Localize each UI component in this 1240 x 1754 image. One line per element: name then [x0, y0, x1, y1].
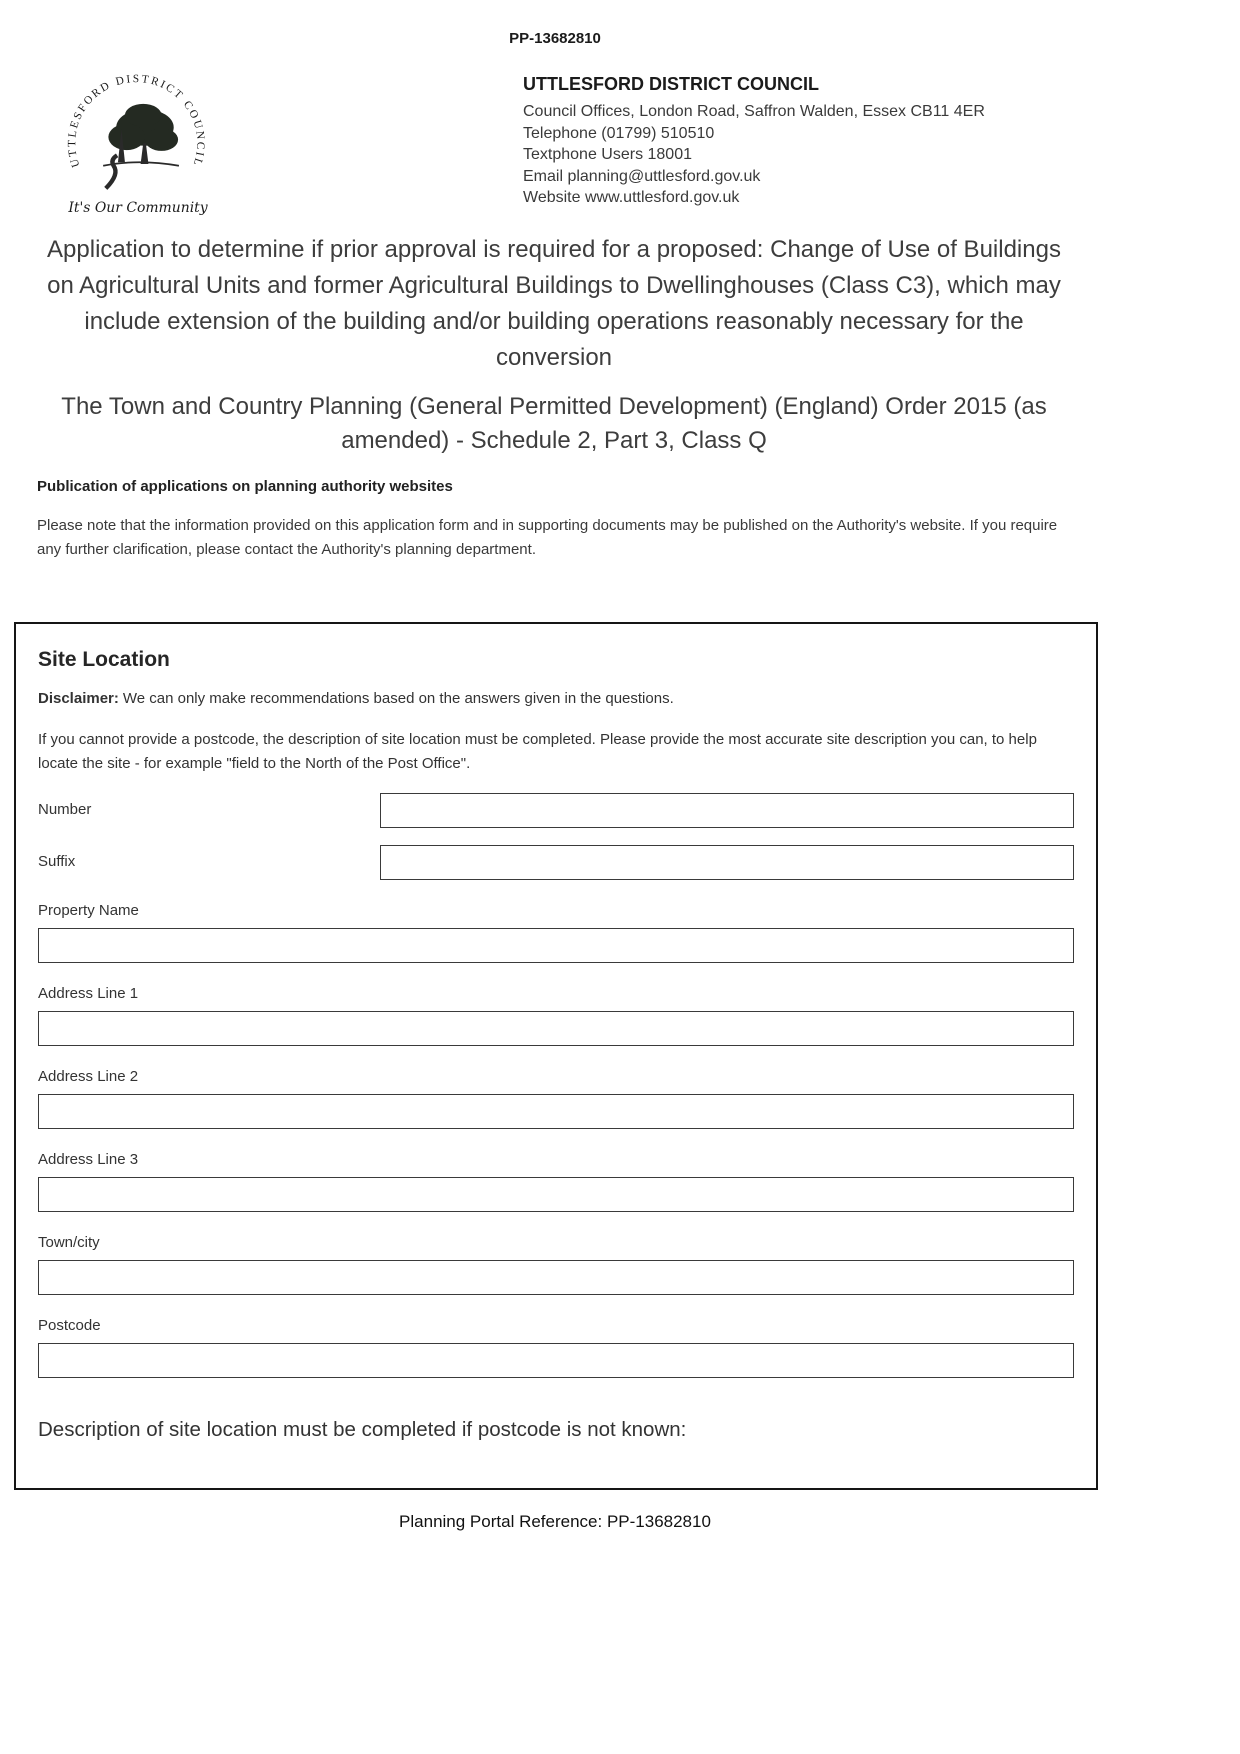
road-icon — [103, 155, 179, 188]
application-reference: PP-13682810 — [509, 30, 601, 47]
suffix-input[interactable] — [380, 845, 1074, 880]
council-name: UTTLESFORD DISTRICT COUNCIL — [523, 74, 819, 94]
council-logo — [48, 56, 228, 216]
property-name-label: Property Name — [38, 902, 139, 919]
disclaimer-label: Disclaimer: — [38, 690, 119, 707]
site-location-disclaimer — [38, 690, 1074, 707]
site-location-heading: Site Location — [38, 648, 170, 671]
council-logo-image — [48, 56, 228, 218]
address-line-3-input[interactable] — [38, 1177, 1074, 1212]
field-row-address-line-3 — [38, 1151, 1074, 1212]
property-name-input[interactable] — [38, 928, 1074, 963]
application-title: Application to determine if prior approval is required for a proposed: Change of Use of Buildings on Agricultural Units and former Agricultural Buildings to Dwellinghouses (Class C3), which may include extension of the building and/or building operations reasonably necessary for the conversion — [47, 236, 1061, 371]
portal-reference-footer: Planning Portal Reference: PP-13682810 — [399, 1512, 711, 1531]
site-description-prompt: Description of site location must be completed if postcode is not known: — [38, 1418, 687, 1441]
disclaimer-text: We can only make recommendations based on the answers given in the questions. — [122, 690, 674, 707]
address-line-3-label: Address Line 3 — [38, 1151, 139, 1168]
logo-circle-text: UTTLESFORD DISTRICT COUNCIL — [66, 73, 207, 169]
field-row-property-name — [38, 902, 1074, 963]
council-textphone: Textphone Users 18001 — [523, 146, 692, 163]
field-row-suffix — [38, 845, 1074, 880]
town-city-input[interactable] — [38, 1260, 1074, 1295]
site-location-section — [14, 622, 1098, 1490]
logo-tagline: It's Our Community — [68, 199, 208, 216]
legislation-title: The Town and Country Planning (General Permitted Development) (England) Order 2015 (as amended) - Schedule 2, Part 3, Class Q — [61, 393, 1047, 454]
suffix-label: Suffix — [38, 853, 76, 870]
publication-note: Please note that the information provided on this application form and in supporting documents may be published on the Authority's website. If you require any further clarification, please contact the Authority's planning department. — [37, 517, 1058, 558]
publication-heading: Publication of applications on planning authority websites — [37, 478, 453, 495]
number-label: Number — [38, 801, 92, 818]
council-telephone: Telephone (01799) 510510 — [523, 124, 715, 142]
address-line-1-input[interactable] — [38, 1011, 1074, 1046]
site-location-intro: If you cannot provide a postcode, the description of site location must be completed. Please provide the most accurate site description you can, to help locate the site - for example "field to the North of the Post Office". — [38, 731, 1037, 772]
council-address: Council Offices, London Road, Saffron Walden, Essex CB11 4ER — [523, 103, 985, 120]
field-row-postcode — [38, 1317, 1074, 1378]
address-line-2-label: Address Line 2 — [38, 1068, 139, 1085]
council-email: Email planning@uttlesford.gov.uk — [523, 167, 761, 185]
council-website: Website www.uttlesford.gov.uk — [523, 189, 740, 206]
council-contact-block — [523, 74, 985, 209]
number-input[interactable] — [380, 793, 1074, 828]
town-city-label: Town/city — [38, 1234, 100, 1251]
field-row-town-city — [38, 1234, 1074, 1295]
field-row-address-line-1 — [38, 985, 1074, 1046]
postcode-input[interactable] — [38, 1343, 1074, 1378]
address-line-1-label: Address Line 1 — [38, 985, 139, 1002]
field-row-number — [38, 793, 1074, 828]
postcode-label: Postcode — [38, 1317, 101, 1334]
field-row-address-line-2 — [38, 1068, 1074, 1129]
address-line-2-input[interactable] — [38, 1094, 1074, 1129]
